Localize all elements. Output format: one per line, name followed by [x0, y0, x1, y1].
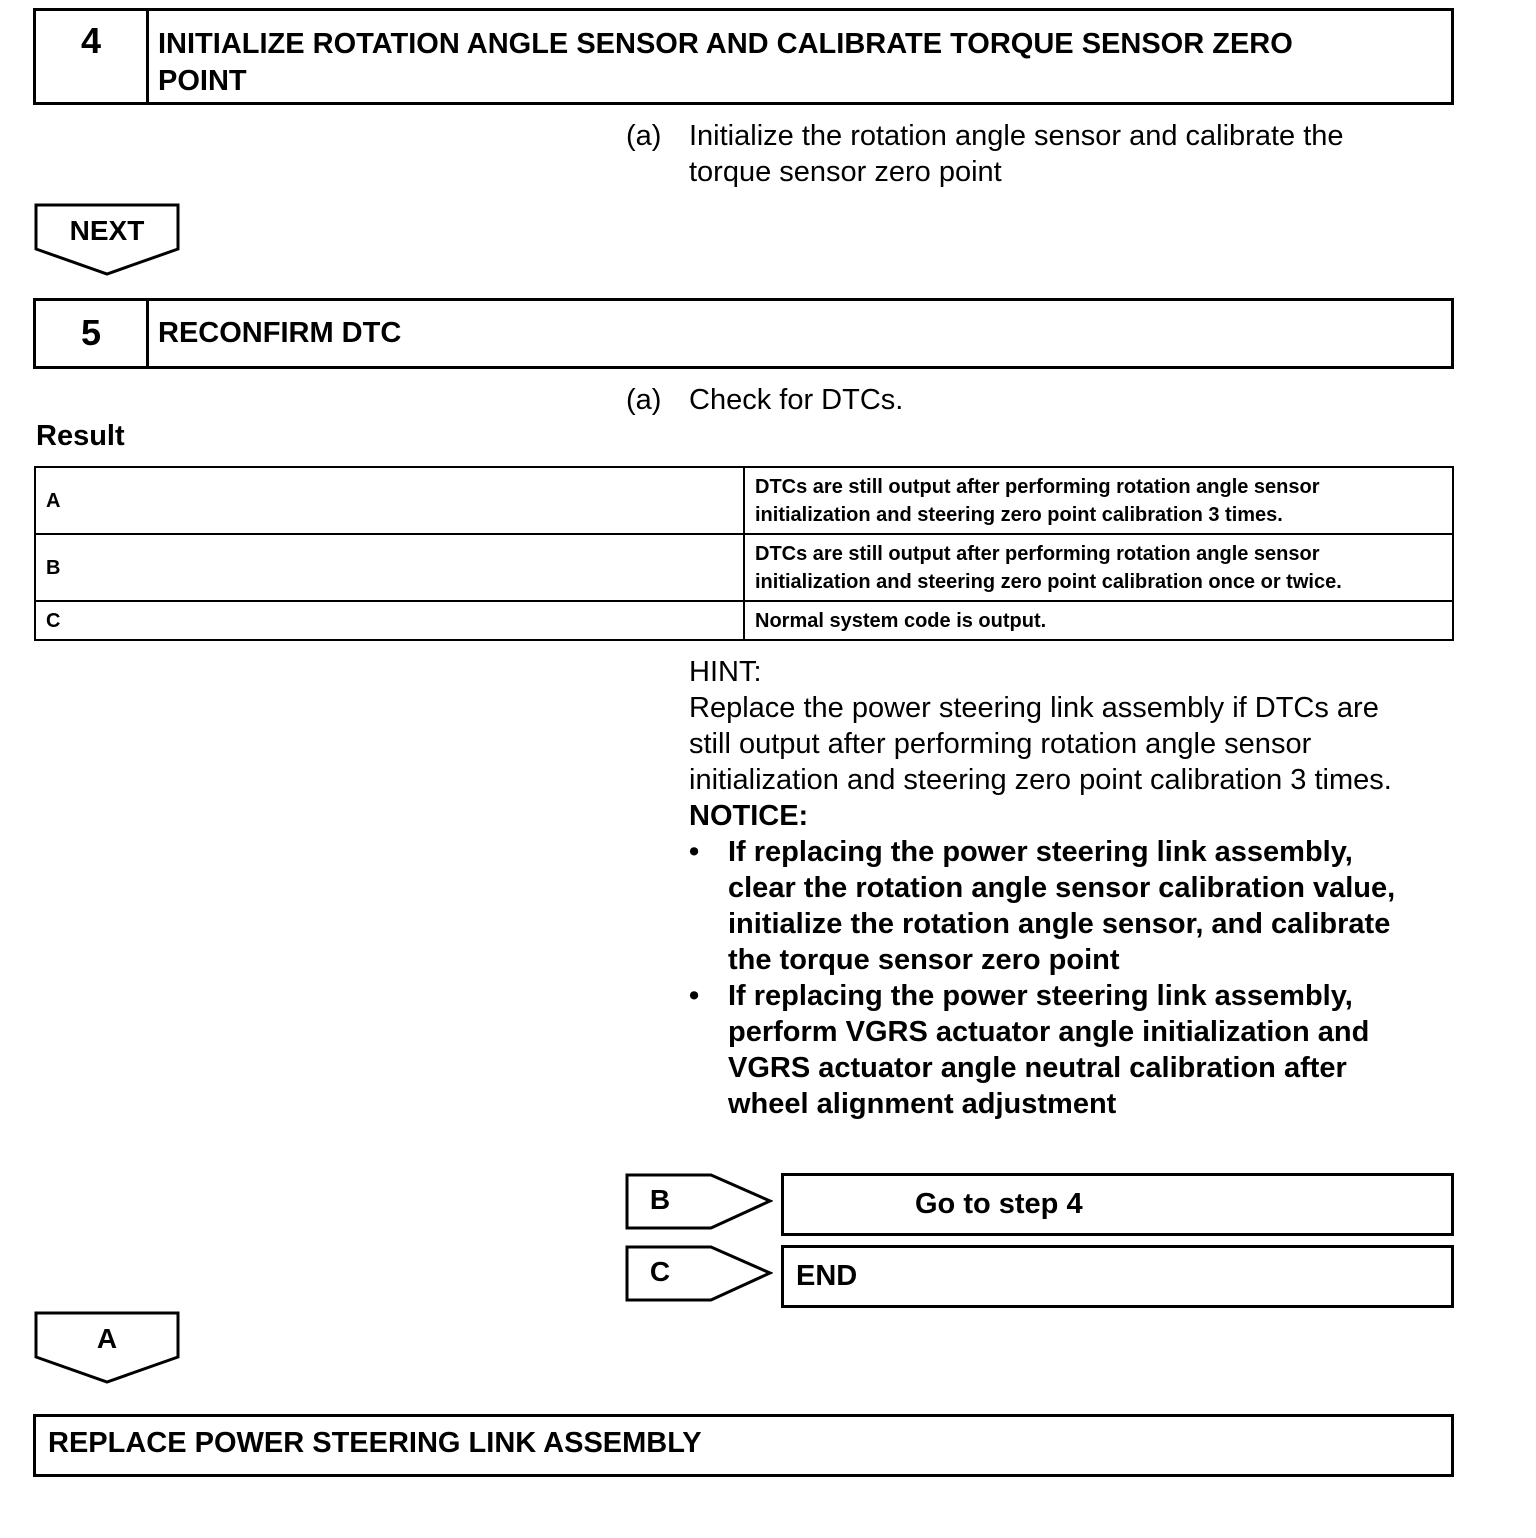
a-arrow-label: A — [96, 1323, 118, 1354]
hint-line: initialization and steering zero point calibration 3 times. — [689, 764, 1392, 796]
bullet-icon: • — [689, 836, 700, 868]
result-table — [34, 466, 1454, 641]
result-description — [744, 467, 1453, 534]
step-title: RECONFIRM DTC — [158, 317, 402, 349]
hint-line: still output after performing rotation angle sensor — [689, 728, 1312, 760]
next-arrow-label: NEXT — [69, 215, 145, 246]
step-number: 4 — [36, 11, 149, 102]
substep-text-line: torque sensor zero point — [689, 156, 1002, 188]
branch-c-target-text: END — [796, 1260, 858, 1292]
substep-text: Check for DTCs. — [689, 384, 904, 416]
substep-label: (a) — [626, 120, 662, 152]
branch-b-code: B — [649, 1184, 671, 1215]
result-description-line: DTCs are still output after performing rotation angle sensor — [755, 475, 1320, 498]
notice-list — [689, 834, 1479, 1122]
notice-line: perform VGRS actuator angle initialization and — [728, 1016, 1370, 1048]
result-description-line: DTCs are still output after performing rotation angle sensor — [755, 542, 1320, 565]
branch-c-code: C — [649, 1256, 671, 1287]
hint-notice-block — [689, 654, 1479, 1122]
notice-line: initialize the rotation angle sensor, and calibrate — [728, 908, 1391, 940]
notice-title: NOTICE: — [689, 800, 809, 832]
substep-text — [689, 118, 1469, 190]
substep-label: (a) — [626, 384, 662, 416]
notice-line: If replacing the power steering link assembly, — [728, 980, 1353, 1012]
bullet-icon: • — [689, 980, 700, 1012]
final-step-box — [33, 1414, 1454, 1477]
step-title-line: POINT — [158, 65, 247, 97]
result-heading: Result — [36, 420, 125, 452]
result-description-line: Normal system code is output. — [755, 609, 1047, 632]
result-description-line: initialization and steering zero point calibration 3 times. — [755, 503, 1283, 526]
notice-line: the torque sensor zero point — [728, 944, 1120, 976]
step-title-line: INITIALIZE ROTATION ANGLE SENSOR AND CALIBRATE TORQUE SENSOR ZERO — [158, 28, 1293, 60]
table-row — [35, 467, 1453, 534]
step-4-header — [33, 8, 1454, 105]
result-code: B — [35, 534, 744, 601]
branch-b-target-text: Go to step 4 — [915, 1188, 1083, 1220]
notice-line: wheel alignment adjustment — [728, 1088, 1117, 1120]
result-description — [744, 601, 1453, 640]
result-code: C — [35, 601, 744, 640]
step-5-header — [33, 298, 1454, 369]
result-description — [744, 534, 1453, 601]
branch-c-target — [781, 1245, 1454, 1308]
step-title — [158, 26, 1431, 100]
hint-line: Replace the power steering link assembly if DTCs are — [689, 692, 1379, 724]
branch-b-target — [781, 1173, 1454, 1236]
notice-line: If replacing the power steering link assembly, — [728, 836, 1353, 868]
notice-line: clear the rotation angle sensor calibration value, — [728, 872, 1396, 904]
final-step-title: REPLACE POWER STEERING LINK ASSEMBLY — [48, 1427, 702, 1459]
step-number: 5 — [36, 301, 149, 366]
result-code: A — [35, 467, 744, 534]
notice-bullet — [689, 834, 1479, 978]
substep-text-line: Initialize the rotation angle sensor and calibrate the — [689, 120, 1344, 152]
notice-line: VGRS actuator angle neutral calibration after — [728, 1052, 1347, 1084]
result-description-line: initialization and steering zero point calibration once or twice. — [755, 570, 1342, 593]
table-row — [35, 534, 1453, 601]
notice-bullet — [689, 978, 1479, 1122]
hint-title: HINT: — [689, 656, 762, 688]
table-row — [35, 601, 1453, 640]
